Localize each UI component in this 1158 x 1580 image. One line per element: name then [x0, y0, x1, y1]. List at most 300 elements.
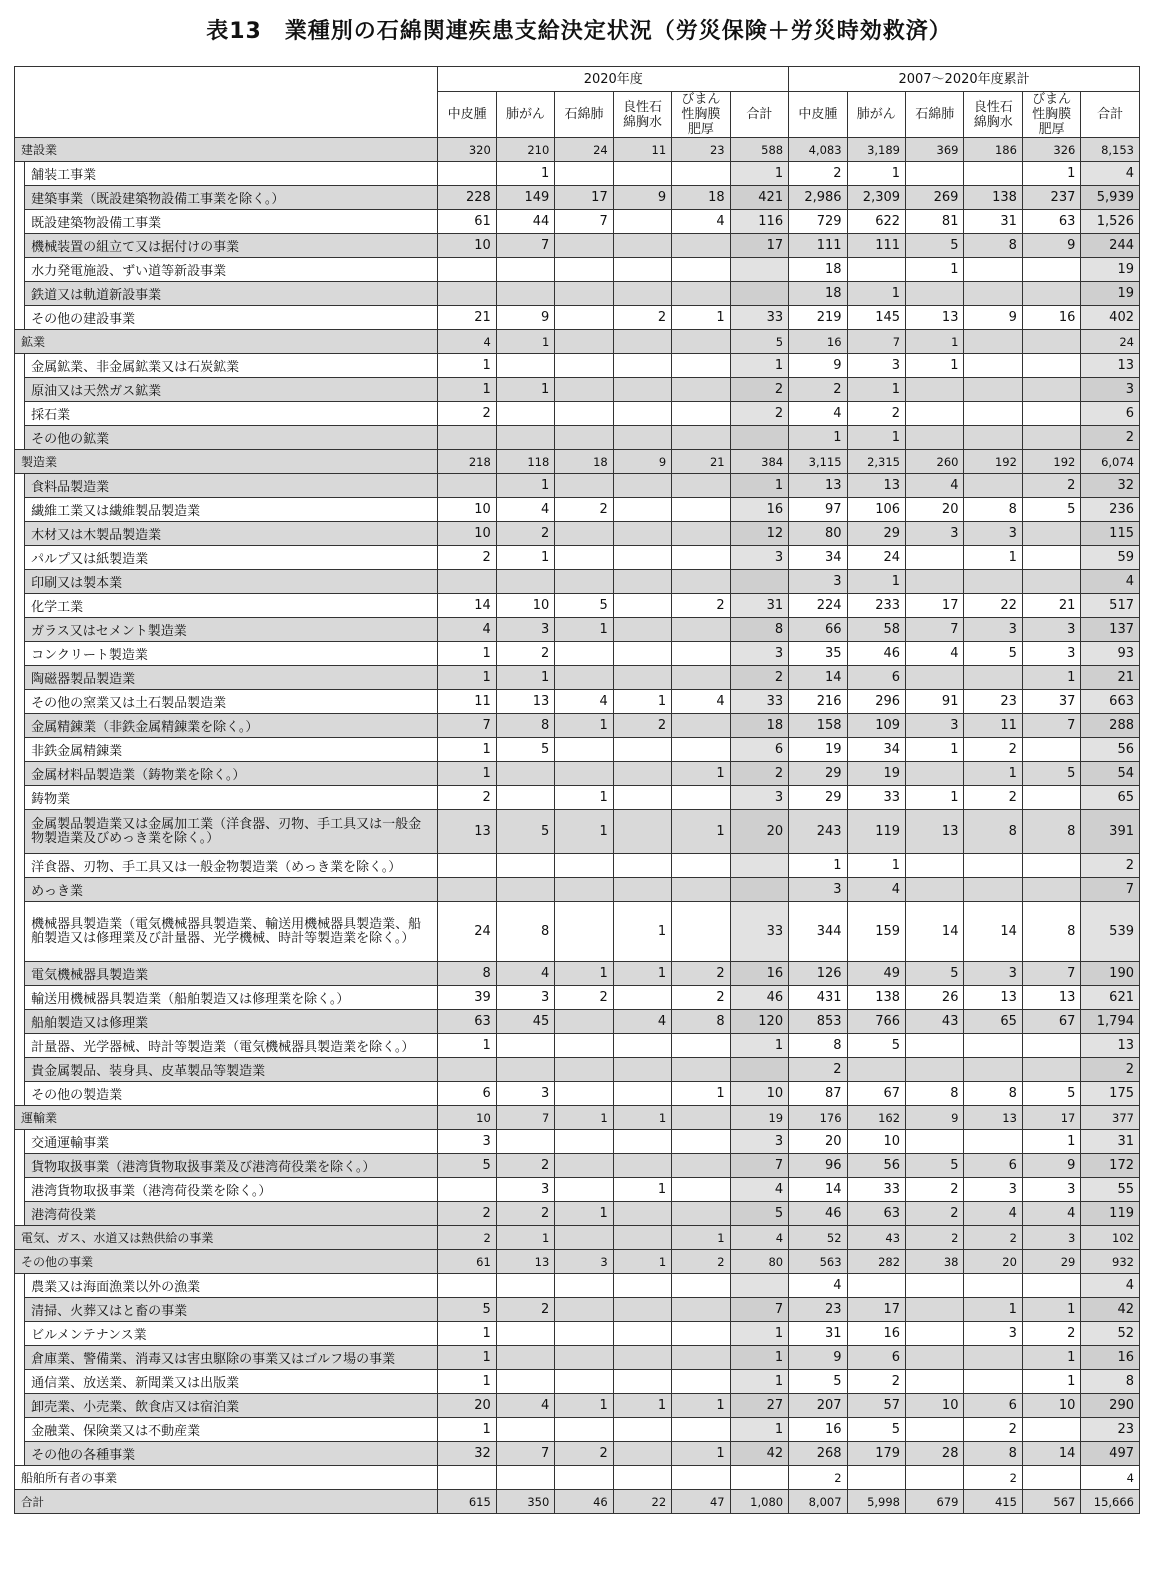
value-cell	[555, 570, 613, 594]
value-cell: 1	[496, 378, 554, 402]
value-cell	[1022, 738, 1080, 762]
value-cell: 1	[1022, 162, 1080, 186]
value-cell: 4	[1081, 162, 1140, 186]
value-cell	[906, 1058, 964, 1082]
value-cell: 33	[847, 786, 905, 810]
indent-cell	[15, 498, 25, 522]
value-cell	[555, 666, 613, 690]
value-cell: 5	[789, 1370, 847, 1394]
value-cell: 2	[789, 1466, 847, 1490]
value-cell	[672, 162, 730, 186]
value-cell	[555, 1010, 613, 1034]
value-cell	[555, 1154, 613, 1178]
value-cell: 6	[964, 1394, 1022, 1418]
value-cell	[496, 1058, 554, 1082]
value-cell: 7	[730, 1154, 788, 1178]
value-cell	[730, 1466, 788, 1490]
value-cell	[964, 1274, 1022, 1298]
value-cell: 21	[1081, 666, 1140, 690]
value-cell: 10	[906, 1394, 964, 1418]
value-cell: 3	[964, 1322, 1022, 1346]
value-cell: 8	[906, 1082, 964, 1106]
value-cell	[672, 258, 730, 282]
value-cell: 111	[847, 234, 905, 258]
value-cell: 350	[496, 1490, 554, 1514]
value-cell	[555, 902, 613, 962]
value-cell	[555, 522, 613, 546]
value-cell: 2	[496, 1202, 554, 1226]
table-row	[15, 1154, 1140, 1178]
value-cell: 31	[730, 594, 788, 618]
value-cell	[438, 162, 496, 186]
value-cell: 186	[964, 138, 1022, 162]
industry-label: 洋食器、刃物、手工具又は一般金物製造業（めっき業を除く。）	[25, 854, 438, 878]
value-cell: 8	[496, 902, 554, 962]
value-cell: 228	[438, 186, 496, 210]
value-cell: 66	[789, 618, 847, 642]
industry-label: 採石業	[25, 402, 438, 426]
category-label: 船舶所有者の事業	[15, 1466, 438, 1490]
value-cell	[555, 282, 613, 306]
value-cell: 1	[730, 1370, 788, 1394]
table-row	[15, 1250, 1140, 1274]
value-cell: 1	[847, 162, 905, 186]
value-cell: 1	[1022, 1298, 1080, 1322]
value-cell	[730, 878, 788, 902]
indent-cell	[15, 1442, 25, 1466]
column-header: 肺がん	[496, 92, 554, 138]
industry-label: 既設建築物設備工事業	[25, 210, 438, 234]
value-cell	[555, 378, 613, 402]
value-cell: 9	[964, 306, 1022, 330]
value-cell	[613, 1322, 671, 1346]
value-cell: 23	[1081, 1418, 1140, 1442]
value-cell: 5	[555, 594, 613, 618]
table-row	[15, 1442, 1140, 1466]
value-cell	[613, 594, 671, 618]
value-cell	[613, 330, 671, 354]
value-cell: 65	[1081, 786, 1140, 810]
value-cell	[964, 426, 1022, 450]
value-cell: 369	[906, 138, 964, 162]
value-cell: 31	[789, 1322, 847, 1346]
table-row	[15, 1274, 1140, 1298]
industry-label: 金属材料品製造業（鋳物業を除く。）	[25, 762, 438, 786]
value-cell	[438, 1178, 496, 1202]
value-cell: 13	[438, 810, 496, 854]
industry-label: 舗装工事業	[25, 162, 438, 186]
value-cell	[613, 1274, 671, 1298]
value-cell: 4	[964, 1202, 1022, 1226]
value-cell: 28	[906, 1442, 964, 1466]
value-cell: 2	[964, 1226, 1022, 1250]
value-cell	[906, 570, 964, 594]
value-cell: 192	[964, 450, 1022, 474]
column-header: 肺がん	[847, 92, 905, 138]
value-cell: 97	[789, 498, 847, 522]
value-cell: 16	[1022, 306, 1080, 330]
value-cell	[730, 282, 788, 306]
value-cell	[1022, 786, 1080, 810]
value-cell: 4	[496, 962, 554, 986]
value-cell: 145	[847, 306, 905, 330]
indent-cell	[15, 162, 25, 186]
value-cell: 1	[730, 354, 788, 378]
value-cell	[964, 1058, 1022, 1082]
value-cell: 2	[672, 1250, 730, 1274]
value-cell: 16	[789, 1418, 847, 1442]
value-cell	[613, 258, 671, 282]
value-cell	[672, 714, 730, 738]
industry-label: 倉庫業、警備業、消毒又は害虫駆除の事業又はゴルフ場の事業	[25, 1346, 438, 1370]
value-cell	[438, 426, 496, 450]
value-cell: 22	[613, 1490, 671, 1514]
value-cell: 13	[847, 474, 905, 498]
value-cell: 2	[555, 498, 613, 522]
value-cell: 5,939	[1081, 186, 1140, 210]
table-row	[15, 878, 1140, 902]
value-cell: 10	[730, 1082, 788, 1106]
value-cell: 1	[847, 378, 905, 402]
value-cell: 18	[555, 450, 613, 474]
value-cell: 8	[964, 498, 1022, 522]
value-cell	[906, 1322, 964, 1346]
value-cell	[672, 426, 730, 450]
value-cell: 4	[789, 1274, 847, 1298]
industry-label: 計量器、光学器械、時計等製造業（電気機械器具製造業を除く。）	[25, 1034, 438, 1058]
indent-cell	[15, 714, 25, 738]
value-cell	[1022, 402, 1080, 426]
value-cell	[964, 378, 1022, 402]
value-cell	[906, 1346, 964, 1370]
category-label: 製造業	[15, 450, 438, 474]
value-cell: 2	[672, 962, 730, 986]
value-cell	[906, 162, 964, 186]
table-row	[15, 162, 1140, 186]
value-cell	[613, 1298, 671, 1322]
value-cell: 9	[613, 450, 671, 474]
value-cell: 8,153	[1081, 138, 1140, 162]
value-cell: 5	[906, 234, 964, 258]
value-cell: 588	[730, 138, 788, 162]
table-row	[15, 1298, 1140, 1322]
value-cell: 2	[672, 986, 730, 1010]
value-cell: 1	[555, 1394, 613, 1418]
value-cell	[438, 1466, 496, 1490]
value-cell: 4	[906, 642, 964, 666]
value-cell	[555, 546, 613, 570]
indent-cell	[15, 1058, 25, 1082]
indent-cell	[15, 1346, 25, 1370]
value-cell: 1	[613, 1106, 671, 1130]
value-cell	[906, 878, 964, 902]
value-cell	[672, 1418, 730, 1442]
indent-cell	[15, 186, 25, 210]
value-cell	[555, 1130, 613, 1154]
value-cell: 1	[1022, 1370, 1080, 1394]
table-row	[15, 1034, 1140, 1058]
table-row	[15, 714, 1140, 738]
value-cell: 20	[730, 810, 788, 854]
value-cell: 3	[496, 1178, 554, 1202]
value-cell: 7	[1081, 878, 1140, 902]
value-cell: 24	[847, 546, 905, 570]
value-cell: 290	[1081, 1394, 1140, 1418]
value-cell: 91	[906, 690, 964, 714]
table-row	[15, 498, 1140, 522]
value-cell	[555, 1322, 613, 1346]
value-cell	[964, 1346, 1022, 1370]
value-cell	[672, 786, 730, 810]
table-row	[15, 474, 1140, 498]
industry-label: ガラス又はセメント製造業	[25, 618, 438, 642]
indent-cell	[15, 570, 25, 594]
value-cell: 679	[906, 1490, 964, 1514]
value-cell: 138	[847, 986, 905, 1010]
value-cell: 1	[906, 330, 964, 354]
value-cell: 63	[847, 1202, 905, 1226]
value-cell: 8	[438, 962, 496, 986]
value-cell: 8	[964, 810, 1022, 854]
value-cell: 1	[555, 786, 613, 810]
value-cell	[672, 1058, 730, 1082]
value-cell	[613, 474, 671, 498]
value-cell: 21	[1022, 594, 1080, 618]
value-cell: 1	[964, 1298, 1022, 1322]
value-cell: 17	[555, 186, 613, 210]
value-cell: 67	[1022, 1010, 1080, 1034]
value-cell: 6	[438, 1082, 496, 1106]
value-cell: 1	[906, 354, 964, 378]
value-cell	[906, 1370, 964, 1394]
table-row	[15, 1490, 1140, 1514]
table-row	[15, 1010, 1140, 1034]
value-cell	[906, 1034, 964, 1058]
value-cell: 4	[672, 210, 730, 234]
value-cell: 2	[438, 1202, 496, 1226]
value-cell: 3	[438, 1130, 496, 1154]
value-cell: 2,309	[847, 186, 905, 210]
table-row	[15, 738, 1140, 762]
value-cell: 10	[1022, 1394, 1080, 1418]
value-cell: 3	[789, 570, 847, 594]
value-cell: 190	[1081, 962, 1140, 986]
industry-label: 港湾荷役業	[25, 1202, 438, 1226]
value-cell: 1	[496, 162, 554, 186]
value-cell	[613, 570, 671, 594]
value-cell	[1022, 258, 1080, 282]
value-cell	[555, 1418, 613, 1442]
value-cell: 20	[906, 498, 964, 522]
value-cell	[496, 786, 554, 810]
table-row	[15, 210, 1140, 234]
value-cell: 15,666	[1081, 1490, 1140, 1514]
value-cell: 119	[1081, 1202, 1140, 1226]
value-cell: 1	[906, 786, 964, 810]
value-cell: 10	[438, 234, 496, 258]
value-cell: 9	[789, 1346, 847, 1370]
value-cell: 384	[730, 450, 788, 474]
value-cell	[613, 854, 671, 878]
value-cell: 10	[438, 498, 496, 522]
value-cell: 13	[906, 306, 964, 330]
value-cell: 34	[847, 738, 905, 762]
value-cell: 14	[789, 1178, 847, 1202]
value-cell: 46	[789, 1202, 847, 1226]
industry-label: 原油又は天然ガス鉱業	[25, 378, 438, 402]
value-cell: 52	[789, 1226, 847, 1250]
table-row	[15, 1130, 1140, 1154]
value-cell: 3	[1022, 1226, 1080, 1250]
value-cell: 1	[438, 666, 496, 690]
value-cell: 3	[964, 1178, 1022, 1202]
category-label: 鉱業	[15, 330, 438, 354]
column-header: 合計	[1081, 92, 1140, 138]
value-cell	[496, 402, 554, 426]
table-row	[15, 690, 1140, 714]
indent-cell	[15, 962, 25, 986]
value-cell: 615	[438, 1490, 496, 1514]
value-cell: 162	[847, 1106, 905, 1130]
value-cell	[496, 1466, 554, 1490]
value-cell	[672, 902, 730, 962]
table-row	[15, 594, 1140, 618]
value-cell	[906, 402, 964, 426]
industry-label: 印刷又は製本業	[25, 570, 438, 594]
value-cell: 1	[1022, 666, 1080, 690]
value-cell: 111	[789, 234, 847, 258]
value-cell: 23	[672, 138, 730, 162]
column-header: 良性石綿胸水	[964, 92, 1022, 138]
value-cell: 2	[847, 1370, 905, 1394]
indent-cell	[15, 1178, 25, 1202]
value-cell	[1022, 378, 1080, 402]
value-cell	[555, 234, 613, 258]
industry-label: 建築事業（既設建築物設備工事業を除く。）	[25, 186, 438, 210]
value-cell	[1022, 1466, 1080, 1490]
value-cell	[847, 1466, 905, 1490]
value-cell: 16	[730, 962, 788, 986]
table-row	[15, 546, 1140, 570]
value-cell: 4	[730, 1178, 788, 1202]
value-cell: 4	[1081, 1274, 1140, 1298]
table-row	[15, 1394, 1140, 1418]
value-cell	[672, 1346, 730, 1370]
table-row	[15, 138, 1140, 162]
value-cell	[730, 426, 788, 450]
value-cell: 67	[847, 1082, 905, 1106]
value-cell	[496, 258, 554, 282]
value-cell: 1	[438, 1346, 496, 1370]
value-cell: 1	[906, 258, 964, 282]
value-cell	[730, 570, 788, 594]
value-cell: 2	[613, 306, 671, 330]
value-cell: 14	[789, 666, 847, 690]
table-row	[15, 402, 1140, 426]
value-cell: 210	[496, 138, 554, 162]
value-cell: 2	[789, 378, 847, 402]
value-cell	[613, 1154, 671, 1178]
value-cell: 4	[438, 330, 496, 354]
value-cell: 3	[1022, 1178, 1080, 1202]
value-cell: 1	[964, 762, 1022, 786]
value-cell: 4	[847, 878, 905, 902]
value-cell: 2	[964, 1418, 1022, 1442]
value-cell: 1,526	[1081, 210, 1140, 234]
value-cell	[672, 378, 730, 402]
value-cell	[1022, 330, 1080, 354]
value-cell: 539	[1081, 902, 1140, 962]
value-cell: 37	[1022, 690, 1080, 714]
value-cell: 5	[1022, 498, 1080, 522]
value-cell	[555, 1058, 613, 1082]
value-cell: 176	[789, 1106, 847, 1130]
value-cell: 3	[730, 546, 788, 570]
indent-cell	[15, 1394, 25, 1418]
value-cell	[964, 402, 1022, 426]
value-cell: 2	[555, 1442, 613, 1466]
indent-cell	[15, 1418, 25, 1442]
value-cell: 13	[1081, 1034, 1140, 1058]
value-cell: 421	[730, 186, 788, 210]
value-cell	[555, 330, 613, 354]
category-label: 運輸業	[15, 1106, 438, 1130]
column-header: 合計	[730, 92, 788, 138]
industry-label: 船舶製造又は修理業	[25, 1010, 438, 1034]
value-cell: 32	[1081, 474, 1140, 498]
value-cell: 1	[438, 354, 496, 378]
value-cell	[672, 1106, 730, 1130]
value-cell: 233	[847, 594, 905, 618]
value-cell: 29	[847, 522, 905, 546]
indent-cell	[15, 810, 25, 854]
value-cell: 65	[964, 1010, 1022, 1034]
value-cell: 17	[730, 234, 788, 258]
total-label: 合計	[15, 1490, 438, 1514]
value-cell: 80	[730, 1250, 788, 1274]
value-cell: 33	[730, 306, 788, 330]
value-cell: 32	[438, 1442, 496, 1466]
value-cell: 13	[964, 986, 1022, 1010]
table-row	[15, 986, 1140, 1010]
value-cell: 20	[964, 1250, 1022, 1274]
value-cell: 3	[964, 618, 1022, 642]
value-cell: 5	[906, 962, 964, 986]
value-cell	[672, 402, 730, 426]
value-cell: 5	[906, 1154, 964, 1178]
value-cell	[906, 1466, 964, 1490]
table-row	[15, 642, 1140, 666]
industry-label: 金属製品製造業又は金属加工業（洋食器、刃物、手工具又は一般金物製造業及びめっき業を除く。）	[25, 810, 438, 854]
value-cell	[555, 1346, 613, 1370]
value-cell: 2	[438, 402, 496, 426]
value-cell: 11	[438, 690, 496, 714]
value-cell: 4	[496, 1394, 554, 1418]
value-cell: 192	[1022, 450, 1080, 474]
value-cell: 3	[730, 1130, 788, 1154]
value-cell: 1	[847, 426, 905, 450]
value-cell: 8	[1022, 902, 1080, 962]
value-cell: 1	[555, 618, 613, 642]
indent-cell	[15, 1370, 25, 1394]
value-cell: 1	[789, 426, 847, 450]
value-cell	[613, 378, 671, 402]
value-cell	[496, 878, 554, 902]
value-cell: 9	[613, 186, 671, 210]
value-cell: 19	[789, 738, 847, 762]
value-cell: 59	[1081, 546, 1140, 570]
value-cell: 8,007	[789, 1490, 847, 1514]
